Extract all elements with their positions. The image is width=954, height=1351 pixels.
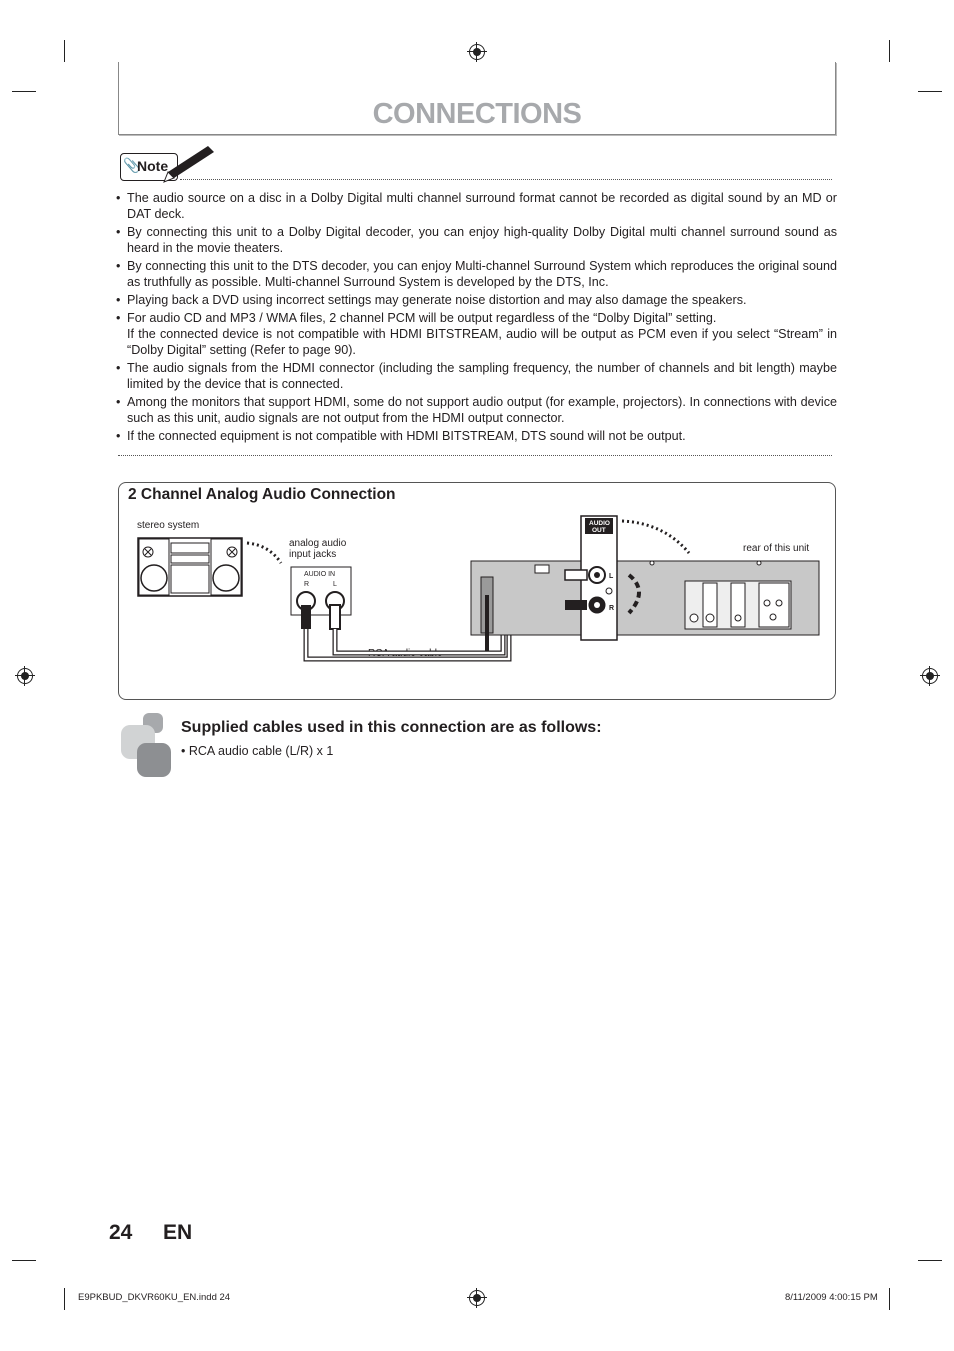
jack-l-label: L [333,581,337,588]
note-item: • By connecting this unit to a Dolby Digital decoder, you can enjoy high-quality Dolby Digital multi channel surround sound as heard in the movie theaters. [116,225,837,255]
page-number: 24 [109,1221,133,1244]
paperclip-icon: 📎 [123,157,141,173]
rear-label: rear of this unit [743,543,810,554]
crop-mark [889,1288,890,1310]
crop-mark [918,91,942,92]
cable-label: RCA audio cable [368,648,443,659]
note-item: • For audio CD and MP3 / WMA files, 2 channel PCM will be output regardless of the “Dolby Digital” setting. [116,311,717,325]
diagram-title: 2 Channel Analog Audio Connection [128,486,396,503]
connection-diagram [118,482,836,700]
audio-out-label-1: AUDIO [589,520,610,527]
note-item: • If the connected equipment is not compatible with HDMI BITSTREAM, DTS sound will not be output. [116,429,686,443]
note-continuation: If the connected device is not compatible with HDMI BITSTREAM, audio will be output as PCM even if you select “Stream” in “Dolby Digital” setting (Refer to page 90). [127,327,837,357]
registration-mark-icon [469,44,485,60]
footer-file: E9PKBUD_DKVR60KU_EN.indd 24 [78,1292,231,1303]
unit-rear-icon [471,561,819,651]
crop-mark [12,91,36,92]
note-item: • The audio signals from the HDMI connector (including the sampling frequency, the number of channels and bit length) maybe limited by the device that is connected. [116,361,837,391]
crop-mark [12,1260,36,1261]
supplied-cables-item: • RCA audio cable (L/R) x 1 [181,744,334,758]
note-item: • By connecting this unit to the DTS decoder, you can enjoy Multi-channel Surround System which reproduces the original sound as truthfully as possible. Multi-channel Surround System is developed by the DTS, Inc. [116,259,837,289]
page-language: EN [163,1221,193,1244]
title-box [118,62,836,135]
crop-mark [889,40,890,62]
crop-mark [64,40,65,62]
divider [118,455,832,456]
audio-in-label: AUDIO IN [304,571,336,578]
out-r-label: R [609,605,615,612]
crop-mark [64,1288,65,1310]
jack-r-label: R [304,581,310,588]
note-label: Note [137,158,169,174]
audio-out-label-2: OUT [592,527,606,534]
divider [180,179,832,180]
footer-date: 8/11/2009 4:00:15 PM [785,1292,878,1303]
note-item: • Among the monitors that support HDMI, some do not support audio output (for example, projectors). In connections with device such as this unit, audio signals are not output from the HDMI output connector. [116,395,837,425]
page-title: CONNECTIONS [372,98,582,130]
supplied-cables-title: Supplied cables used in this connection are as follows: [181,719,602,736]
note-item: • The audio source on a disc in a Dolby Digital multi channel surround format cannot be recorded as digital sound by an MD or DAT deck. [116,191,837,221]
jacks-label: analog audio input jacks [289,538,347,560]
stereo-label: stereo system [137,520,200,531]
crop-mark [918,1260,942,1261]
note-item: • Playing back a DVD using incorrect settings may generate noise distortion and may also damage the speakers. [116,293,747,307]
registration-mark-icon [469,1290,485,1306]
diagram-artwork [119,483,835,699]
out-l-label: L [609,573,614,580]
note-list [115,190,837,446]
registration-mark-icon [17,668,33,684]
registration-mark-icon [922,668,938,684]
stereo-system-icon [138,538,242,596]
supplied-cables-icon [119,713,175,779]
